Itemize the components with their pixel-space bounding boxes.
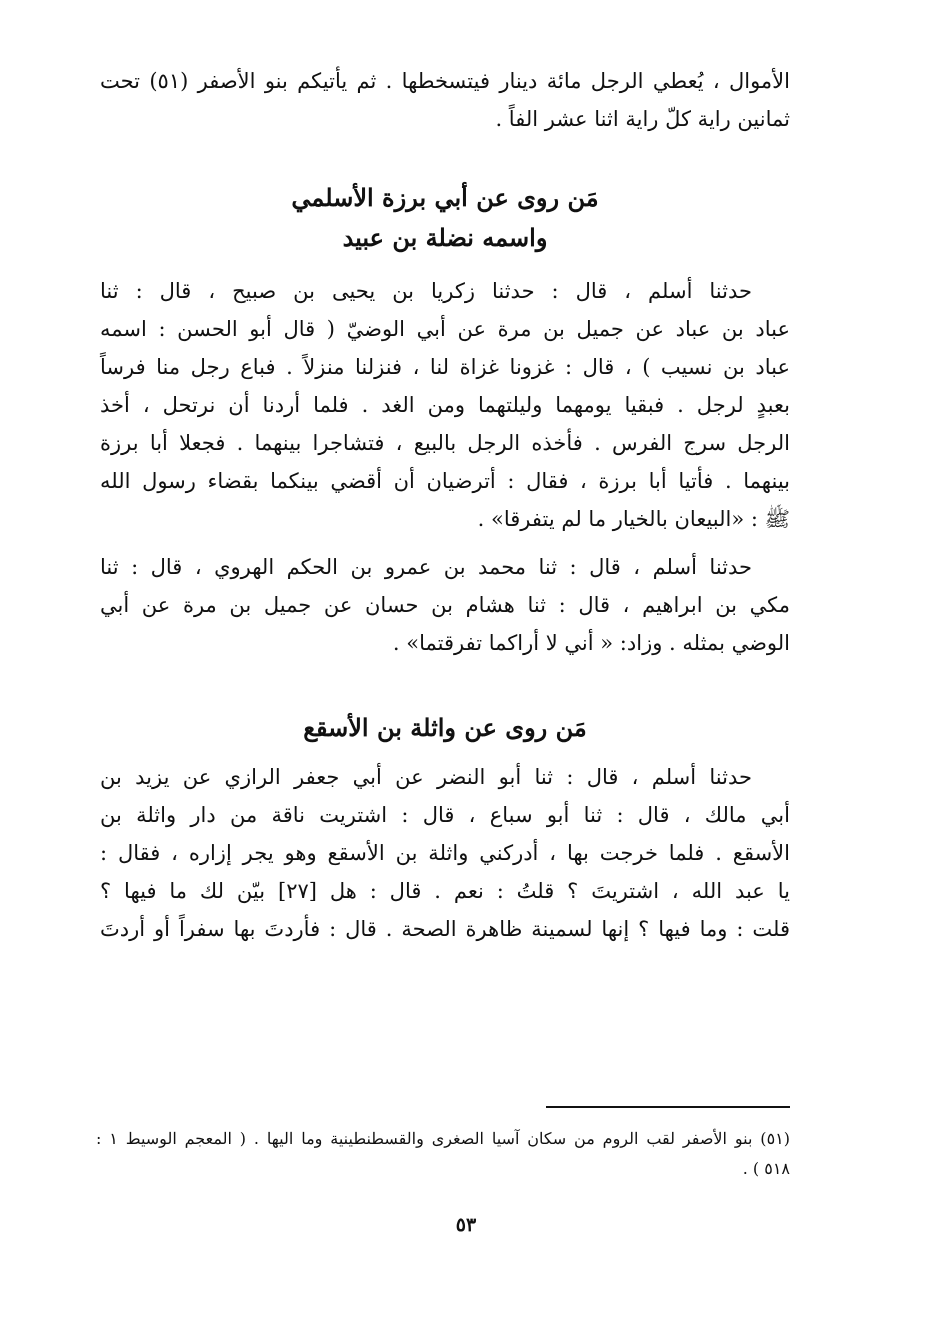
hadith-paragraph	[100, 758, 790, 948]
footnote-divider	[546, 1106, 790, 1108]
text-line: أبي مالك ، قال : ثنا أبو سباع ، قال : اشتريت ناقة من دار واثلة بن	[100, 803, 790, 827]
text-line: مكي بن ابراهيم ، قال : ثنا هشام بن حسان عن جميل بن مرة عن أبي	[100, 593, 790, 617]
text-line: بعبدٍ لرجل . فبقيا يومهما وليلتهما ومن الغد . فلما أردنا أن نرتحل ، أخذ	[100, 393, 790, 417]
hadith-paragraph	[100, 548, 790, 662]
text-line: الوضي بمثله . وزاد: « أني لا أراكما تفرقتما» .	[392, 631, 790, 655]
text-line: يا عبد الله ، اشتريتَ ؟ قلتُ : نعم . قال : هل [٢٧] بيّن لك ما فيها ؟	[100, 879, 790, 903]
page-body	[100, 62, 790, 958]
text-line: بينهما . فأتيا أبا برزة ، فقال : أترضيان أن أقضي بينكما بقضاء رسول الله	[100, 469, 790, 493]
section-title: مَن روى عن أبي برزة الأسلمي	[291, 183, 599, 212]
section-subtitle: واسمه نضلة بن عبيد	[342, 223, 548, 252]
section-title: مَن روى عن واثلة بن الأسقع	[303, 713, 587, 742]
text-line: الأموال ، يُعطي الرجل مائة دينار فيتسخطها . ثم يأتيكم بنو الأصفر (٥١) تحت	[100, 69, 790, 93]
section-heading-wathila	[100, 708, 790, 748]
text-line: قلت : وما فيها ؟ إنها لسمينة ظاهرة الصحة . قال : فأردتَ بها سفراً أو أردتَ	[100, 917, 790, 941]
page-number: ٥٣	[455, 1214, 477, 1236]
footnote-line: ٥١٨ ) .	[742, 1159, 790, 1178]
section-heading-abu-barza	[100, 178, 790, 258]
text-line: ﷺ : «البيعان بالخيار ما لم يتفرقا» .	[477, 507, 790, 531]
text-line: عباد بن نسيب ) ، قال : غزونا غزاة لنا ، فنزلنا منزلاً . فباع رجل منا فرساً	[100, 355, 790, 379]
intro-paragraph	[100, 62, 790, 138]
text-line: الأسقع . فلما خرجت بها ، أدركني واثلة بن الأسقع وهو يجر إزاره ، فقال :	[100, 841, 790, 865]
footnote	[96, 1124, 790, 1184]
text-line: حدثنا أسلم ، قال : ثنا أبو النضر عن أبي جعفر الرازي عن يزيد بن	[100, 765, 752, 789]
text-line: حدثنا أسلم ، قال : حدثنا زكريا بن يحيى بن صبيح ، قال : ثنا	[100, 279, 752, 303]
hadith-paragraph	[100, 272, 790, 538]
text-line: عباد بن عباد عن جميل بن مرة عن أبي الوضيّ ( قال أبو الحسن : اسمه	[100, 317, 790, 341]
text-line: حدثنا أسلم ، قال : ثنا محمد بن عمرو بن الحكم الهروي ، قال : ثنا	[100, 555, 752, 579]
footnote-line: (٥١) بنو الأصفر لقب الروم من سكان آسيا الصغرى والقسطنطينية وما اليها . ( المعجم الوسيط ١ :	[96, 1129, 790, 1148]
text-line: الرجل سرج الفرس . فأخذه الرجل بالبيع ، فتشاجرا بينهما . فجعلا أبا برزة	[100, 431, 790, 455]
text-line: ثمانين راية كلّ راية اثنا عشر الفاً .	[495, 107, 790, 131]
